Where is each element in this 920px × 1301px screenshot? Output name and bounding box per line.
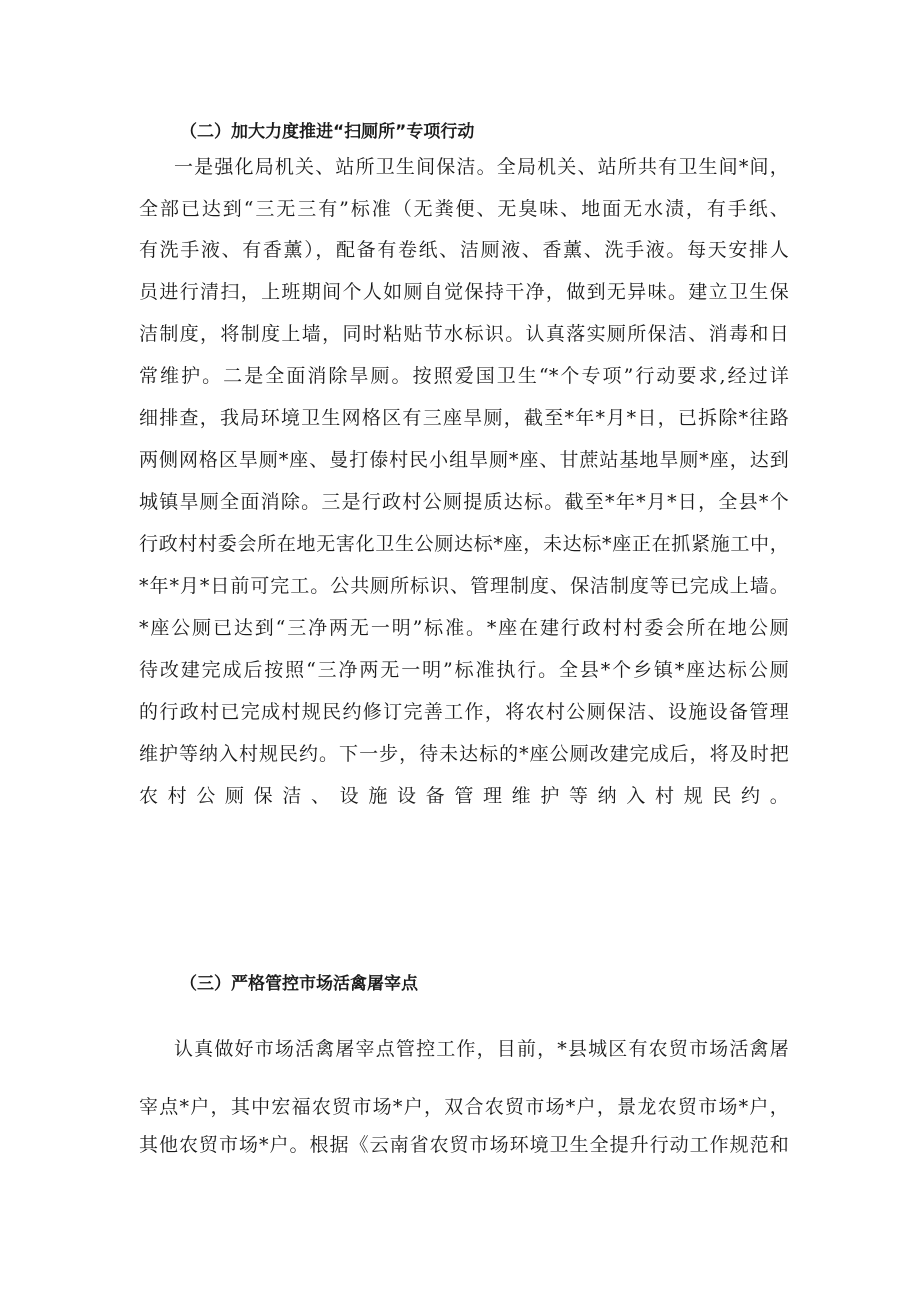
paragraph-line: 有洗手液、有香薰），配备有卷纸、洁厕液、香薰、洗手液。每天安排人 <box>139 239 789 261</box>
paragraph-line: 农村公厕保洁、设施设备管理维护等纳入村规民约。 <box>139 785 789 807</box>
paragraph-line: 一是强化局机关、站所卫生间保洁。全局机关、站所共有卫生间*间， <box>174 156 789 178</box>
paragraph-line: 行政村村委会所在地无害化卫生公厕达标*座，未达标*座正在抓紧施工中， <box>139 533 789 555</box>
paragraph-line: 维护等纳入村规民约。下一步，待未达标的*座公厕改建完成后，将及时把 <box>139 743 789 765</box>
paragraph-line: 的行政村已完成村规民约修订完善工作，将农村公厕保洁、设施设备管理 <box>139 701 789 723</box>
paragraph-line: 其他农贸市场*户。根据《云南省农贸市场环境卫生全提升行动工作规范和 <box>139 1134 789 1156</box>
paragraph-line: 宰点*户，其中宏福农贸市场*户，双合农贸市场*户，景龙农贸市场*户， <box>139 1096 789 1118</box>
paragraph-line: 两侧网格区旱厕*座、曼打傣村民小组旱厕*座、甘蔗站基地旱厕*座，达到 <box>139 449 789 471</box>
paragraph-line: *座公厕已达到“三净两无一明”标准。*座在建行政村村委会所在地公厕 <box>139 617 789 639</box>
paragraph-line: *年*月*日前可完工。公共厕所标识、管理制度、保洁制度等已完成上墙。 <box>139 575 789 597</box>
paragraph-line: 洁制度，将制度上墙，同时粘贴节水标识。认真落实厕所保洁、消毒和日 <box>139 323 789 345</box>
paragraph-line: 全部已达到“三无三有”标准（无粪便、无臭味、地面无水渍，有手纸、 <box>139 198 789 220</box>
paragraph-line: 认真做好市场活禽屠宰点管控工作，目前，*县城区有农贸市场活禽屠 <box>174 1038 789 1060</box>
paragraph-line: 常维护。二是全面消除旱厕。按照爱国卫生“*个专项”行动要求,经过详 <box>139 365 789 387</box>
section-heading-3: （三）严格管控市场活禽屠宰点 <box>180 974 418 994</box>
paragraph-line: 城镇旱厕全面消除。三是行政村公厕提质达标。截至*年*月*日，全县*个 <box>139 491 789 513</box>
paragraph-line <box>139 824 789 852</box>
paragraph-line: 待改建完成后按照“三净两无一明”标准执行。全县*个乡镇*座达标公厕 <box>139 659 789 681</box>
paragraph-line: 细排查，我局环境卫生网格区有三座旱厕，截至*年*月*日，已拆除*往路 <box>139 407 789 429</box>
paragraph-line: 员进行清扫，上班期间个人如厕自觉保持干净，做到无异味。建立卫生保 <box>139 281 789 303</box>
section-heading-2: （二）加大力度推进“扫厕所”专项行动 <box>180 122 475 142</box>
